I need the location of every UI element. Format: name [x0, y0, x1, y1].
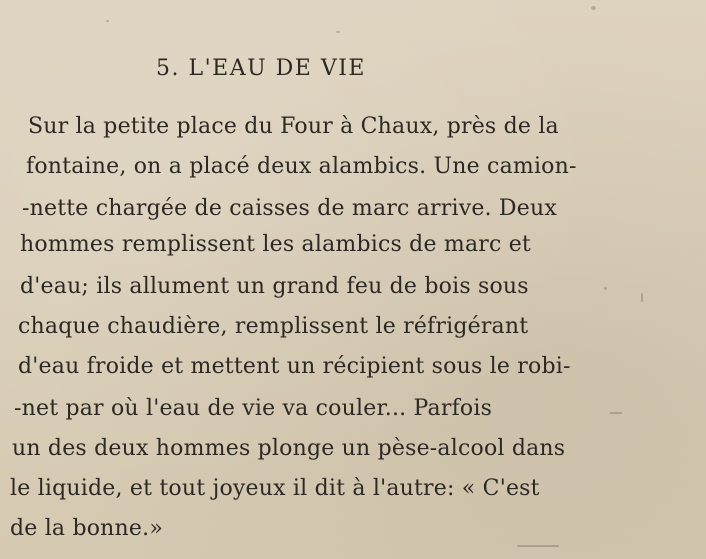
- paper-speck: [517, 545, 559, 547]
- paper-speck: [641, 293, 643, 302]
- paragraph-line: chaque chaudière, remplissent le réfrigérant: [18, 314, 529, 339]
- paragraph-line: un des deux hommes plonge un pèse-alcool dans: [12, 436, 566, 461]
- paper-speck: [610, 412, 622, 414]
- paragraph-line: d'eau; ils allument un grand feu de bois sous: [20, 274, 529, 299]
- paper-speck: [336, 31, 340, 33]
- paragraph-line: de la bonne.»: [10, 516, 163, 541]
- paragraph-line: -net par où l'eau de vie va couler... Parfois: [14, 396, 493, 421]
- paragraph-line: -nette chargée de caisses de marc arrive. Deux: [22, 196, 557, 221]
- paragraph-line: Sur la petite place du Four à Chaux, près de la: [28, 114, 559, 139]
- paper-speck: [591, 6, 596, 10]
- paragraph-line: fontaine, on a placé deux alambics. Une camion-: [26, 154, 577, 179]
- paper-speck: [604, 287, 607, 290]
- page-title: 5. L'EAU DE VIE: [156, 56, 366, 81]
- paragraph-line: hommes remplissent les alambics de marc et: [20, 232, 531, 257]
- paragraph-line: d'eau froide et mettent un récipient sous le robi-: [18, 354, 571, 379]
- paper-speck: [106, 20, 109, 22]
- paragraph-line: le liquide, et tout joyeux il dit à l'autre: « C'est: [10, 476, 540, 501]
